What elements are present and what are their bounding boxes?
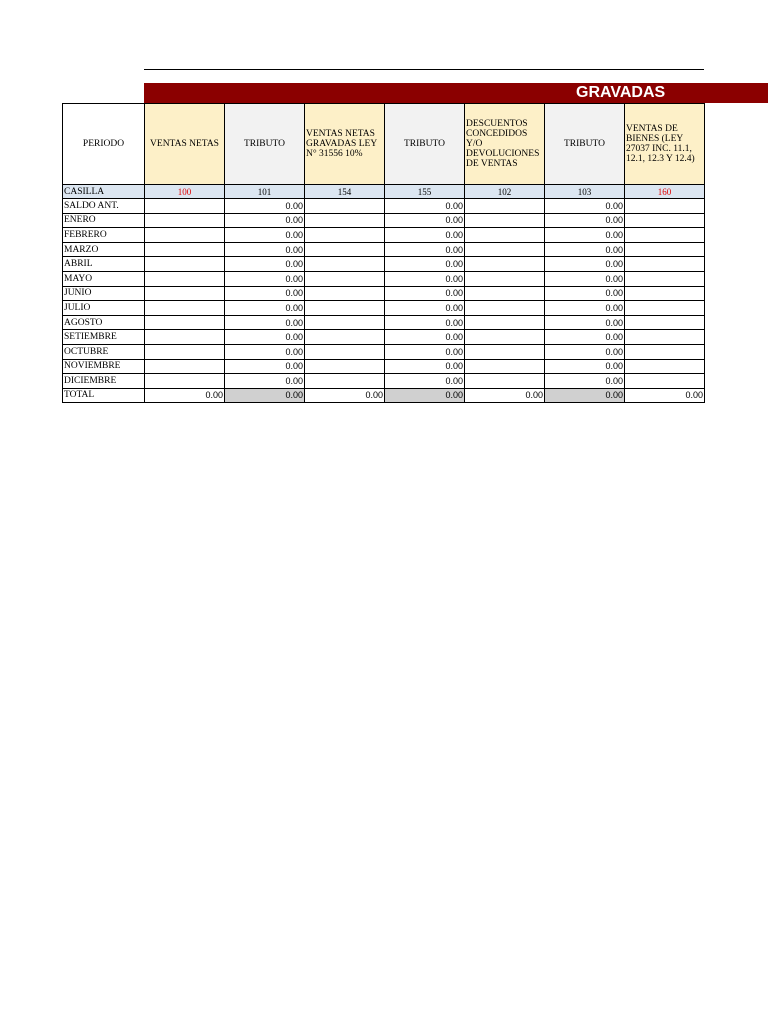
table-cell[interactable]: 0.00 xyxy=(545,330,625,345)
table-row xyxy=(63,242,705,257)
table-cell[interactable] xyxy=(465,199,545,214)
table-cell[interactable] xyxy=(305,199,385,214)
table-cell[interactable] xyxy=(305,213,385,228)
table-cell[interactable]: 0.00 xyxy=(385,315,465,330)
table-cell[interactable] xyxy=(465,213,545,228)
total-cell[interactable]: 0.00 xyxy=(465,388,545,402)
table-cell[interactable] xyxy=(465,228,545,243)
table-cell[interactable] xyxy=(465,286,545,301)
table-cell[interactable] xyxy=(625,330,705,345)
table-cell[interactable]: 0.00 xyxy=(385,330,465,345)
row-label[interactable]: ABRIL xyxy=(63,257,145,272)
header-row xyxy=(63,104,705,185)
casilla-row xyxy=(63,185,705,199)
table-cell[interactable] xyxy=(625,213,705,228)
table-cell[interactable]: 0.00 xyxy=(545,257,625,272)
table-row xyxy=(63,344,705,359)
total-cell[interactable]: 0.00 xyxy=(545,388,625,402)
table-cell[interactable]: 0.00 xyxy=(225,199,305,214)
table-row xyxy=(63,199,705,214)
row-label[interactable]: NOVIEMBRE xyxy=(63,359,145,374)
table-cell[interactable] xyxy=(145,330,225,345)
header-cell-1[interactable]: VENTAS NETAS xyxy=(145,104,225,185)
table-row xyxy=(63,271,705,286)
table-cell[interactable] xyxy=(625,228,705,243)
table-cell[interactable] xyxy=(145,257,225,272)
table-cell[interactable] xyxy=(305,330,385,345)
table-cell[interactable]: 0.00 xyxy=(385,271,465,286)
table-cell[interactable]: 0.00 xyxy=(385,199,465,214)
table-cell[interactable] xyxy=(305,228,385,243)
table-cell[interactable] xyxy=(625,286,705,301)
table-cell[interactable] xyxy=(305,242,385,257)
header-cell-0[interactable]: PERIODO xyxy=(63,104,145,185)
table-cell[interactable] xyxy=(625,374,705,389)
table-cell[interactable]: 0.00 xyxy=(545,374,625,389)
table-cell[interactable]: 0.00 xyxy=(225,344,305,359)
table-cell[interactable]: 0.00 xyxy=(385,242,465,257)
top-border-line xyxy=(144,69,704,70)
table-cell[interactable]: 0.00 xyxy=(385,228,465,243)
table-cell[interactable]: 0.00 xyxy=(385,344,465,359)
table-row xyxy=(63,374,705,389)
total-row xyxy=(63,388,705,402)
table-cell[interactable] xyxy=(625,344,705,359)
total-cell[interactable]: 0.00 xyxy=(145,388,225,402)
table-cell[interactable]: 0.00 xyxy=(545,213,625,228)
casilla-code[interactable]: 100 xyxy=(145,185,225,199)
table-cell[interactable]: 0.00 xyxy=(225,286,305,301)
table-cell[interactable]: 0.00 xyxy=(545,359,625,374)
table-cell[interactable] xyxy=(145,286,225,301)
table-cell[interactable] xyxy=(625,199,705,214)
table-cell[interactable] xyxy=(305,301,385,316)
table-cell[interactable]: 0.00 xyxy=(545,344,625,359)
row-label[interactable]: MARZO xyxy=(63,242,145,257)
table-cell[interactable] xyxy=(305,344,385,359)
table-cell[interactable]: 0.00 xyxy=(385,257,465,272)
row-label[interactable]: SALDO ANT. xyxy=(63,199,145,214)
casilla-code[interactable]: 101 xyxy=(225,185,305,199)
casilla-code[interactable]: 160 xyxy=(625,185,705,199)
table-cell[interactable]: 0.00 xyxy=(385,213,465,228)
table-cell[interactable] xyxy=(145,315,225,330)
section-banner xyxy=(144,83,768,103)
header-cell-3[interactable]: VENTAS NETAS GRAVADAS LEY N° 31556 10% xyxy=(305,104,385,185)
table-cell[interactable] xyxy=(465,271,545,286)
table-cell[interactable] xyxy=(625,242,705,257)
table-cell[interactable] xyxy=(145,344,225,359)
table-cell[interactable] xyxy=(465,344,545,359)
row-label[interactable]: ENERO xyxy=(63,213,145,228)
table-cell[interactable]: 0.00 xyxy=(545,242,625,257)
casilla-code[interactable]: 155 xyxy=(385,185,465,199)
header-cell-7[interactable]: VENTAS DE BIENES (LEY 27037 INC. 11.1, 12.1, 12.3 Y 12.4) xyxy=(625,104,705,185)
table-cell[interactable] xyxy=(145,242,225,257)
table-cell[interactable]: 0.00 xyxy=(545,286,625,301)
table-row xyxy=(63,228,705,243)
total-cell[interactable]: 0.00 xyxy=(305,388,385,402)
table-cell[interactable] xyxy=(145,374,225,389)
header-cell-5[interactable]: DESCUENTOS CONCEDIDOS Y/O DEVOLUCIONES DE VENTAS xyxy=(465,104,545,185)
total-cell[interactable]: 0.00 xyxy=(625,388,705,402)
table-cell[interactable] xyxy=(625,301,705,316)
table-cell[interactable]: 0.00 xyxy=(545,301,625,316)
row-label[interactable]: MAYO xyxy=(63,271,145,286)
table-cell[interactable] xyxy=(305,359,385,374)
table-cell[interactable]: 0.00 xyxy=(545,271,625,286)
table-row xyxy=(63,330,705,345)
header-cell-4[interactable]: TRIBUTO xyxy=(385,104,465,185)
table-cell[interactable]: 0.00 xyxy=(545,315,625,330)
table-cell[interactable] xyxy=(145,359,225,374)
table-row xyxy=(63,359,705,374)
table-cell[interactable]: 0.00 xyxy=(385,286,465,301)
table-row xyxy=(63,315,705,330)
table-cell[interactable]: 0.00 xyxy=(225,301,305,316)
row-label[interactable]: JULIO xyxy=(63,301,145,316)
sales-table xyxy=(62,103,705,403)
table-cell[interactable] xyxy=(465,374,545,389)
table-row xyxy=(63,257,705,272)
table-cell[interactable] xyxy=(145,301,225,316)
total-cell[interactable]: 0.00 xyxy=(225,388,305,402)
table-cell[interactable]: 0.00 xyxy=(225,257,305,272)
header-cell-6[interactable]: TRIBUTO xyxy=(545,104,625,185)
total-label[interactable]: TOTAL xyxy=(63,388,145,402)
table-cell[interactable] xyxy=(465,257,545,272)
row-label[interactable]: AGOSTO xyxy=(63,315,145,330)
header-cell-2[interactable]: TRIBUTO xyxy=(225,104,305,185)
total-cell[interactable]: 0.00 xyxy=(385,388,465,402)
banner-title: GRAVADAS xyxy=(576,84,666,101)
table-cell[interactable] xyxy=(625,359,705,374)
table-cell[interactable]: 0.00 xyxy=(385,301,465,316)
row-label[interactable]: FEBRERO xyxy=(63,228,145,243)
casilla-code[interactable]: 102 xyxy=(465,185,545,199)
table-cell[interactable] xyxy=(465,330,545,345)
table-cell[interactable] xyxy=(465,301,545,316)
row-label[interactable]: DICIEMBRE xyxy=(63,374,145,389)
table-cell[interactable]: 0.00 xyxy=(225,315,305,330)
table-cell[interactable]: 0.00 xyxy=(545,228,625,243)
table-cell[interactable]: 0.00 xyxy=(385,359,465,374)
row-label[interactable]: JUNIO xyxy=(63,286,145,301)
table-cell[interactable] xyxy=(305,257,385,272)
table-cell[interactable] xyxy=(145,199,225,214)
table-cell[interactable] xyxy=(145,271,225,286)
table-cell[interactable] xyxy=(305,315,385,330)
casilla-code[interactable]: 154 xyxy=(305,185,385,199)
row-label[interactable]: SETIEMBRE xyxy=(63,330,145,345)
table-cell[interactable]: 0.00 xyxy=(225,359,305,374)
table-cell[interactable] xyxy=(465,315,545,330)
table-row xyxy=(63,213,705,228)
table-cell[interactable] xyxy=(305,374,385,389)
table-cell[interactable] xyxy=(145,228,225,243)
table-cell[interactable]: 0.00 xyxy=(225,213,305,228)
table-cell[interactable]: 0.00 xyxy=(545,199,625,214)
table-cell[interactable] xyxy=(625,315,705,330)
table-cell[interactable] xyxy=(625,257,705,272)
table-cell[interactable]: 0.00 xyxy=(225,242,305,257)
table-row xyxy=(63,286,705,301)
table-cell[interactable]: 0.00 xyxy=(225,271,305,286)
table-cell[interactable] xyxy=(145,213,225,228)
table-cell[interactable]: 0.00 xyxy=(225,228,305,243)
table-cell[interactable]: 0.00 xyxy=(385,374,465,389)
table-cell[interactable]: 0.00 xyxy=(225,330,305,345)
table-cell[interactable] xyxy=(305,286,385,301)
table-row xyxy=(63,301,705,316)
casilla-code[interactable]: 103 xyxy=(545,185,625,199)
table-cell[interactable] xyxy=(465,242,545,257)
table-cell[interactable] xyxy=(465,359,545,374)
table-cell[interactable] xyxy=(625,271,705,286)
row-label[interactable]: OCTUBRE xyxy=(63,344,145,359)
casilla-label[interactable]: CASILLA xyxy=(63,185,145,199)
table-cell[interactable] xyxy=(305,271,385,286)
table-cell[interactable]: 0.00 xyxy=(225,374,305,389)
